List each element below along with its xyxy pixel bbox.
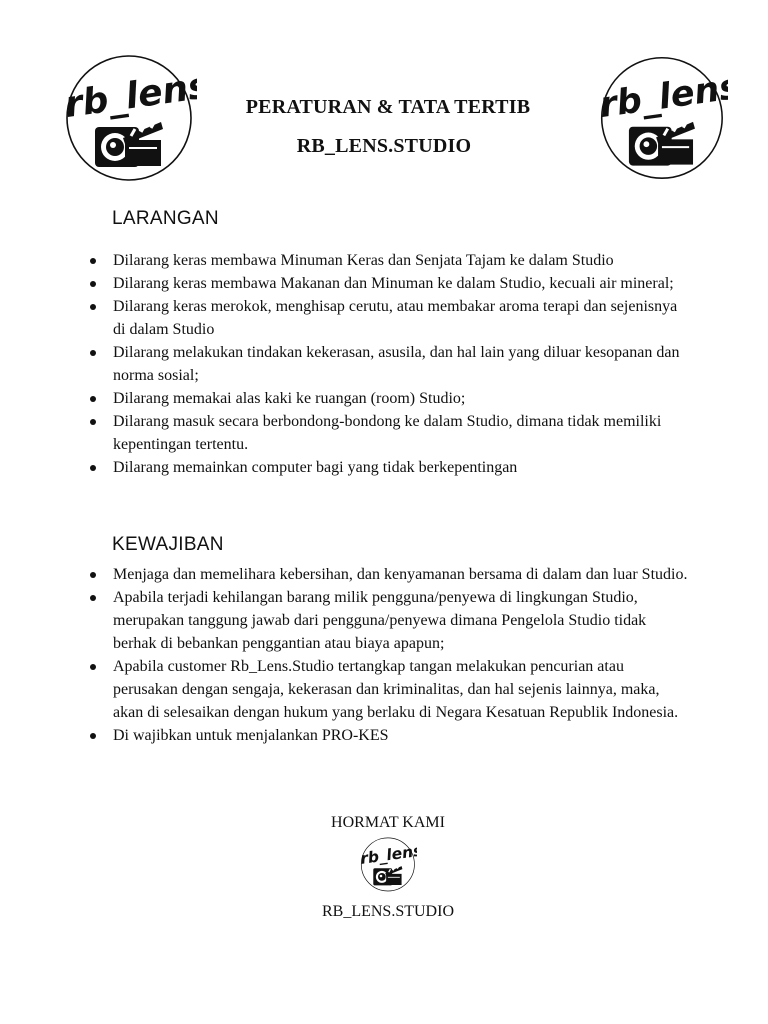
bullet-icon: [90, 258, 96, 264]
rb-lens-logo-icon: [357, 836, 417, 892]
bullet-icon: [90, 304, 96, 310]
list-item: Dilarang keras merokok, menghisap cerutu, atau membakar aroma terapi dan sejenisnya di dalam Studio: [88, 295, 688, 341]
kewajiban-heading: KEWAJIBAN: [112, 534, 224, 555]
list-item: Menjaga dan memelihara kebersihan, dan kenyamanan bersama di dalam dan luar Studio.: [88, 563, 688, 586]
bullet-icon: [90, 572, 96, 578]
bullet-icon: [90, 664, 96, 670]
page-subtitle: RB_LENS.STUDIO: [296, 135, 472, 157]
page-title: PERATURAN & TATA TERTIB: [245, 96, 531, 118]
bullet-icon: [90, 350, 96, 356]
list-item: Dilarang keras membawa Makanan dan Minuman ke dalam Studio, kecuali air mineral;: [88, 272, 688, 295]
closing-greeting: HORMAT KAMI: [331, 814, 445, 831]
list-item: Apabila customer Rb_Lens.Studio tertangkap tangan melakukan pencurian atau perusakan dengan sengaja, kekerasan dan kriminalitas, dan hal sejenis lainnya, maka, akan di selesaikan dengan hukum yang berlaku di Negara Kesatuan Republik Indonesia.: [88, 655, 688, 724]
list-item: Dilarang memakai alas kaki ke ruangan (room) Studio;: [88, 387, 688, 410]
logo-signature: [357, 836, 417, 892]
list-item: Apabila terjadi kehilangan barang milik pengguna/penyewa di lingkungan Studio, merupakan tanggung jawab dari pengguna/penyewa dimana Pengelola Studio tidak berhak di bebankan penggantian atau biaya apapun;: [88, 586, 688, 655]
bullet-icon: [90, 465, 96, 471]
bullet-icon: [90, 595, 96, 601]
list-item: Dilarang melakukan tindakan kekerasan, asusila, dan hal lain yang diluar kesopanan dan norma sosial;: [88, 341, 688, 387]
list-item: Dilarang keras membawa Minuman Keras dan Senjata Tajam ke dalam Studio: [88, 249, 688, 272]
larangan-list: [88, 249, 688, 479]
bullet-icon: [90, 419, 96, 425]
kewajiban-list: [88, 563, 688, 747]
list-item: Di wajibkan untuk menjalankan PRO-KES: [88, 724, 688, 747]
bullet-icon: [90, 281, 96, 287]
list-item: Dilarang masuk secara berbondong-bondong ke dalam Studio, dimana tidak memiliki kepentingan tertentu.: [88, 410, 688, 456]
bullet-icon: [90, 396, 96, 402]
larangan-heading: LARANGAN: [112, 208, 219, 229]
list-item: Dilarang memainkan computer bagi yang tidak berkepentingan: [88, 456, 688, 479]
bullet-icon: [90, 733, 96, 739]
closing-signature: RB_LENS.STUDIO: [321, 903, 454, 920]
